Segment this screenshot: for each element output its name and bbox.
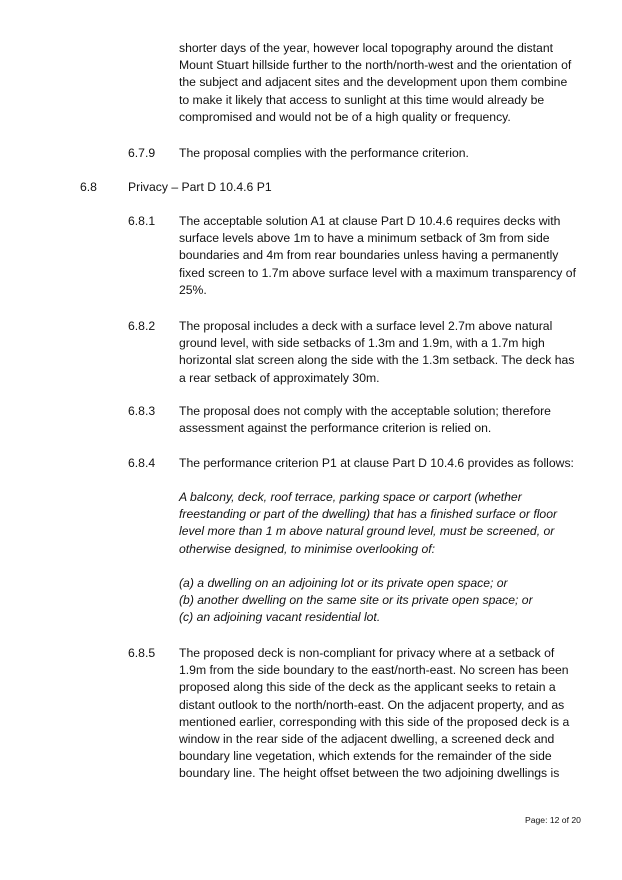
- paragraph-number-6-8-1: 6.8.1: [128, 214, 156, 228]
- paragraph-number-6-8-2: 6.8.2: [128, 319, 156, 333]
- continuation-paragraph: shorter days of the year, however local topography around the distant Mount Stuart hillside further to the north/north-west and the orientation of the subject and adjacent sites and the development upon them combine to make it likely that access to sunlight at this time would already be compromised and would not be of a high quality or frequency.: [179, 41, 572, 124]
- paragraph-number-6-8-4: 6.8.4: [128, 456, 156, 470]
- criterion-item: (b) another dwelling on the same site or its private open space; or: [179, 593, 533, 608]
- paragraph-6-8-3: The proposal does not comply with the acceptable solution; therefore assessment against the performance criterion is relied on.: [179, 404, 551, 436]
- criterion-item: (a) a dwelling on an adjoining lot or its private open space; or: [179, 576, 508, 590]
- section-number: 6.8: [80, 180, 97, 194]
- criterion-quote: A balcony, deck, roof terrace, parking space or carport (whether freestanding or part of the dwelling) that has a finished surface or floor level more than 1 m above natural ground level, must be screened, or otherwise designed, to minimise overlooking of:: [179, 490, 558, 556]
- paragraph-6-8-5: The proposed deck is non-compliant for privacy where at a setback of 1.9m from the side boundary to the east/north-east. No screen has been proposed along this side of the deck as the applicant seeks to retain a distant outlook to the north/north-east. On the adjacent property, and as mentioned earlier, corresponding with this side of the proposed deck is a window in the rear side of the adjacent dwelling, a screened deck and boundary line vegetation, which extends for the remainder of the side boundary line. The height offset between the two adjoining dwellings is: [179, 646, 570, 781]
- criterion-list: [179, 575, 579, 627]
- paragraph-6-8-2: The proposal includes a deck with a surface level 2.7m above natural ground level, with side setbacks of 1.3m and 1.9m, with a 1.7m high horizontal slat screen along the side with the 1.3m setback. The deck has a rear setback of approximately 30m.: [179, 319, 575, 385]
- paragraph-number-6-8-5: 6.8.5: [128, 646, 156, 660]
- paragraph-6-7-9: The proposal complies with the performance criterion.: [179, 146, 469, 160]
- criterion-item: (c) an adjoining vacant residential lot.: [179, 610, 381, 625]
- paragraph-6-8-1: The acceptable solution A1 at clause Part D 10.4.6 requires decks with surface levels above 1m to have a minimum setback of 3m from side boundaries and 4m from rear boundaries unless having a permanently fixed screen to 1.7m above surface level with a maximum transparency of 25%.: [179, 214, 576, 297]
- page-number: Page: 12 of 20: [525, 815, 581, 825]
- paragraph-number-6-8-3: 6.8.3: [128, 404, 156, 418]
- paragraph-number-6-7-9: 6.7.9: [128, 146, 156, 160]
- paragraph-6-8-4: The performance criterion P1 at clause Part D 10.4.6 provides as follows:: [179, 456, 574, 470]
- section-title: Privacy – Part D 10.4.6 P1: [128, 180, 272, 194]
